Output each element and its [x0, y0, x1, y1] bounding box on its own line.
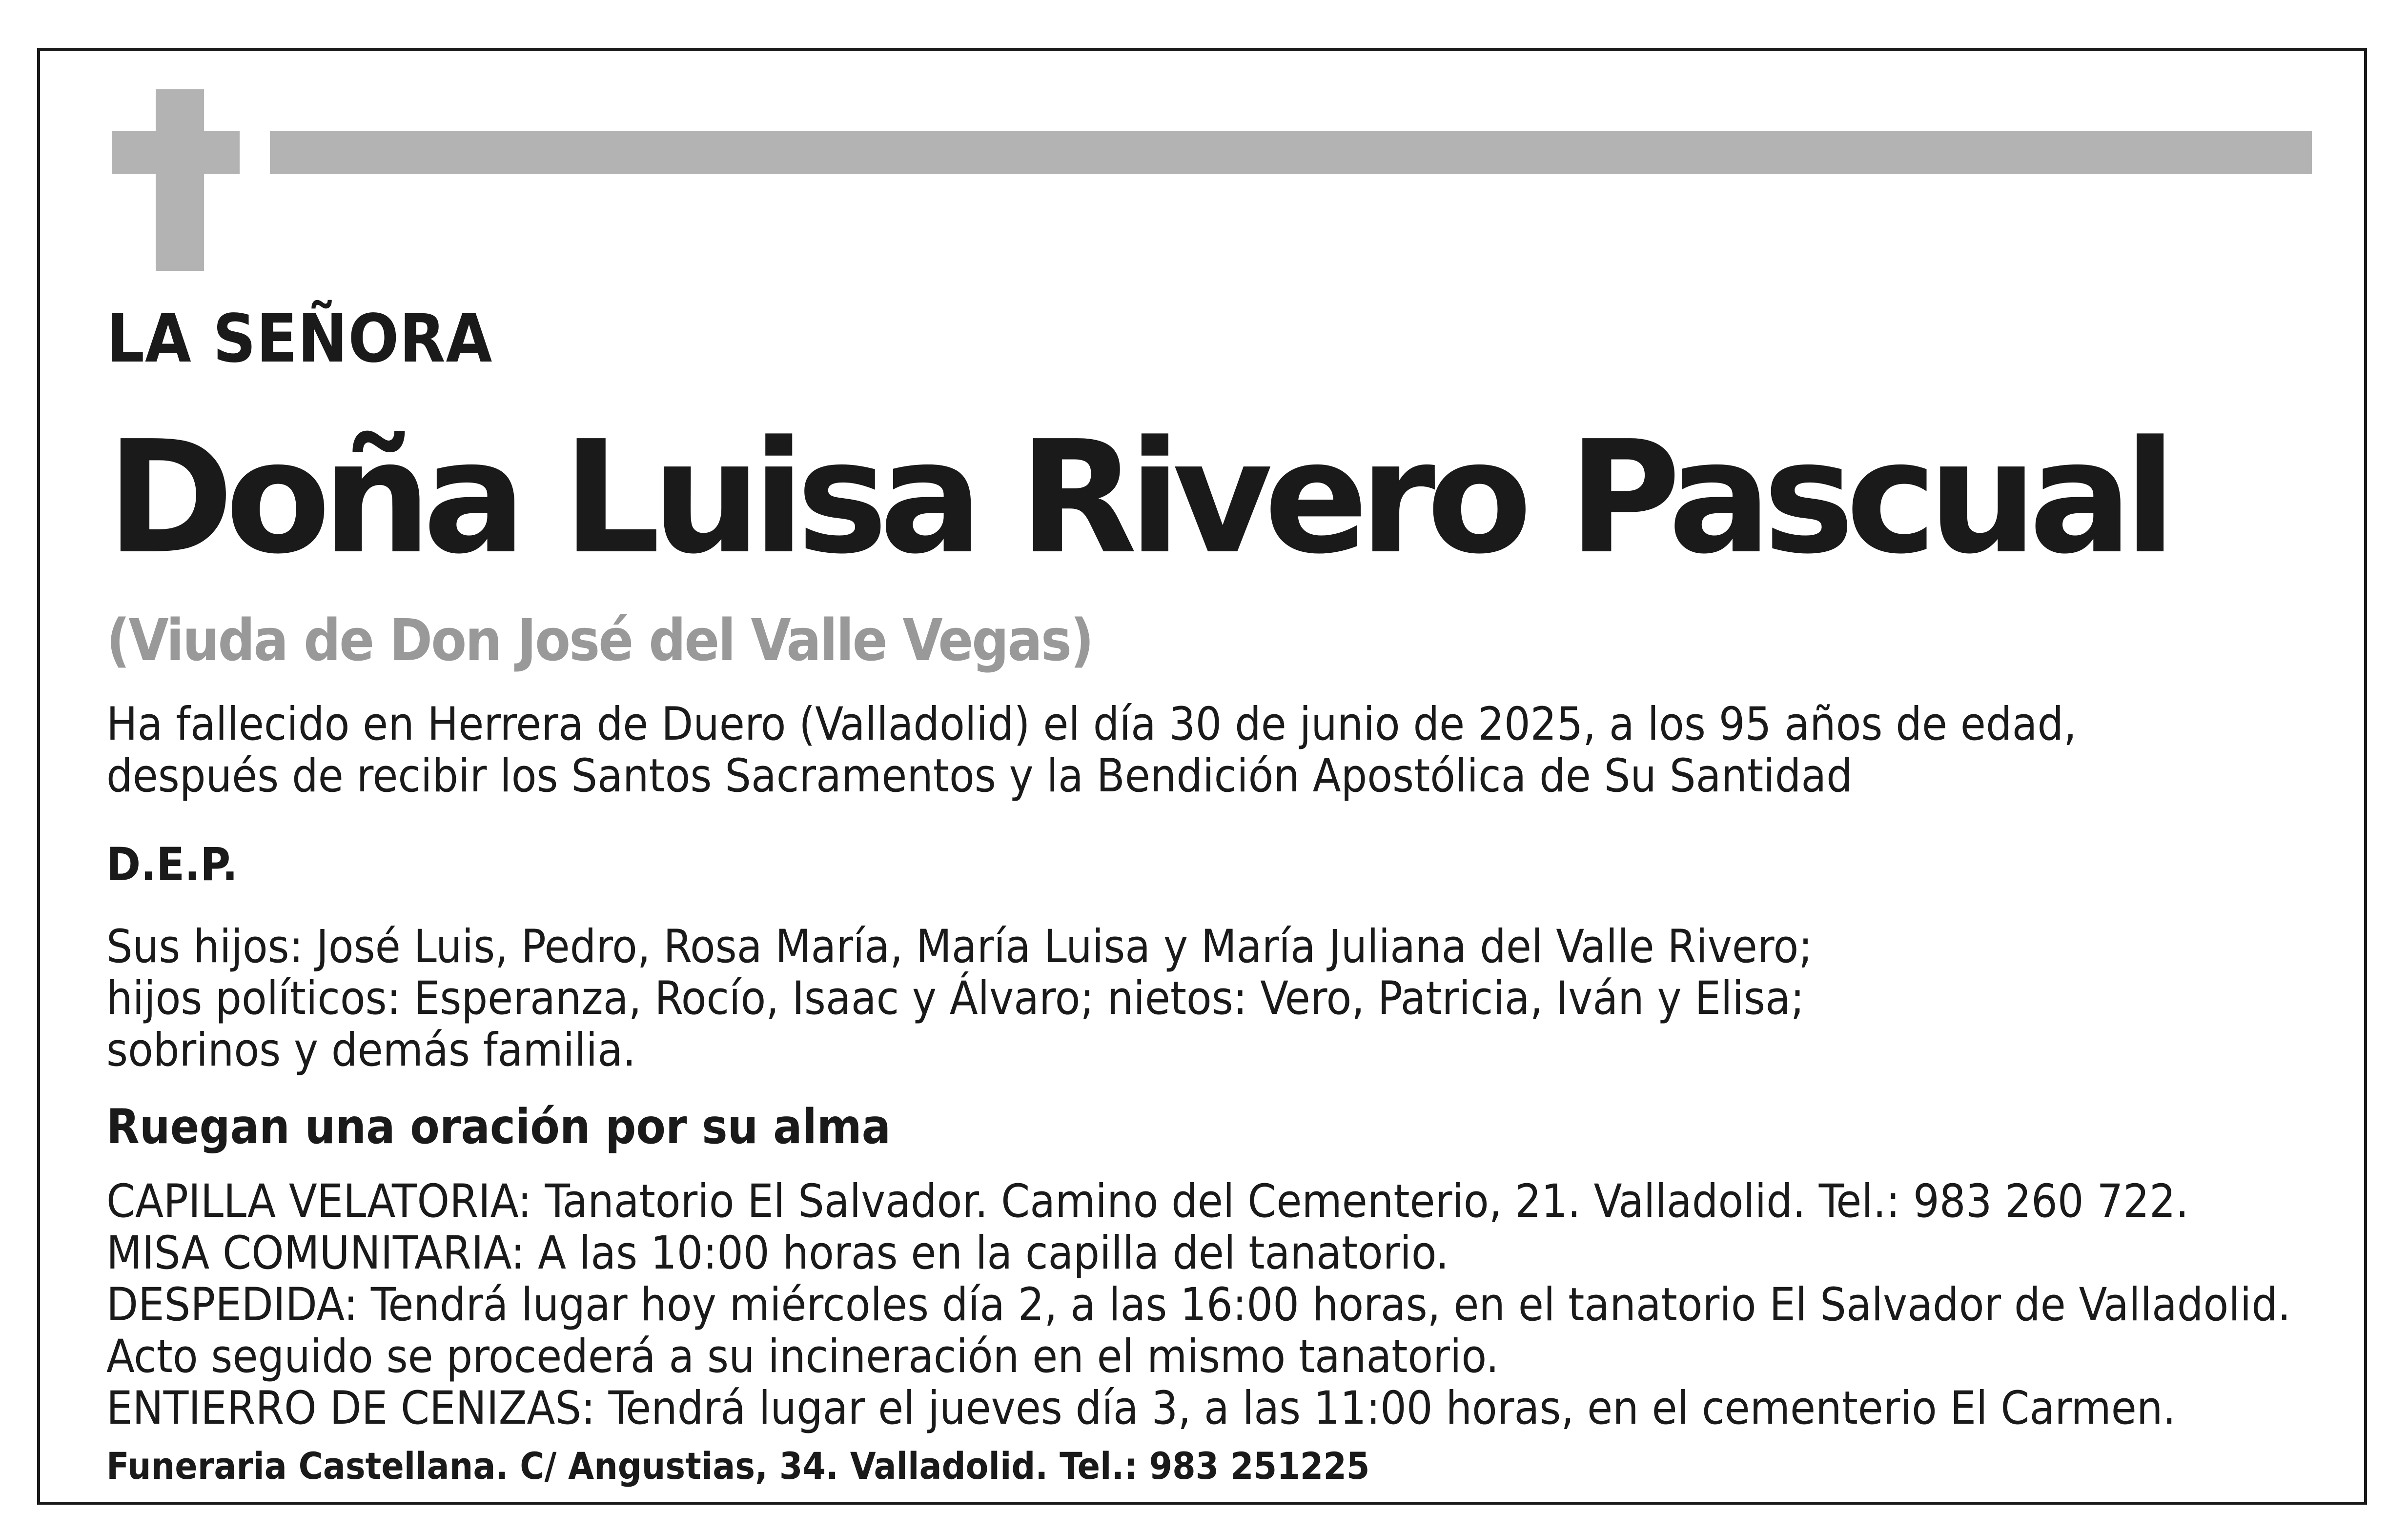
family-line: sobrinos y demás familia. [106, 1024, 636, 1077]
death-line: Ha fallecido en Herrera de Duero (Valladolid) el día 30 de junio de 2025, a los 95 años de edad, [106, 698, 2077, 751]
prayer-request: Ruegan una oración por su alma [106, 1099, 891, 1155]
family-line: hijos políticos: Esperanza, Rocío, Isaac y Álvaro; nietos: Vero, Patricia, Iván y Elisa; [106, 972, 1805, 1025]
deceased-name: Doña Luisa Rivero Pascual [106, 407, 2168, 588]
service-line: Acto seguido se procederá a su incineración en el mismo tanatorio. [106, 1330, 1499, 1383]
death-announcement [106, 699, 2077, 802]
cross-icon-arm [112, 131, 240, 174]
death-line: después de recibir los Santos Sacramentos y la Bendición Apostólica de Su Santidad [106, 749, 1853, 803]
widow-of-subtitle: (Viuda de Don José del Valle Vegas) [106, 606, 1093, 674]
family-list [106, 921, 1813, 1076]
funeral-home-footer: Funeraria Castellana. C/ Angustias, 34. Valladolid. Tel.: 983 251225 [106, 1444, 1370, 1488]
service-line: DESPEDIDA: Tendrá lugar hoy miércoles día 2, a las 16:00 horas, en el tanatorio El Salvador de Valladolid. [106, 1278, 2291, 1331]
family-line: Sus hijos: José Luis, Pedro, Rosa María, María Luisa y María Juliana del Valle Rivero; [106, 920, 1813, 973]
service-line: CAPILLA VELATORIA: Tanatorio El Salvador. Camino del Cementerio, 21. Valladolid. Tel.: 983 260 722. [106, 1175, 2189, 1228]
cross-icon [156, 89, 204, 271]
honorific-title: LA SEÑORA [106, 301, 493, 378]
rip-abbreviation: D.E.P. [106, 838, 238, 891]
service-line: ENTIERRO DE CENIZAS: Tendrá lugar el jueves día 3, a las 11:00 horas, en el cementerio El Carmen. [106, 1382, 2176, 1435]
service-line: MISA COMUNITARIA: A las 10:00 horas en la capilla del tanatorio. [106, 1227, 1449, 1280]
service-details [106, 1176, 2291, 1434]
header-rule [270, 131, 2312, 174]
